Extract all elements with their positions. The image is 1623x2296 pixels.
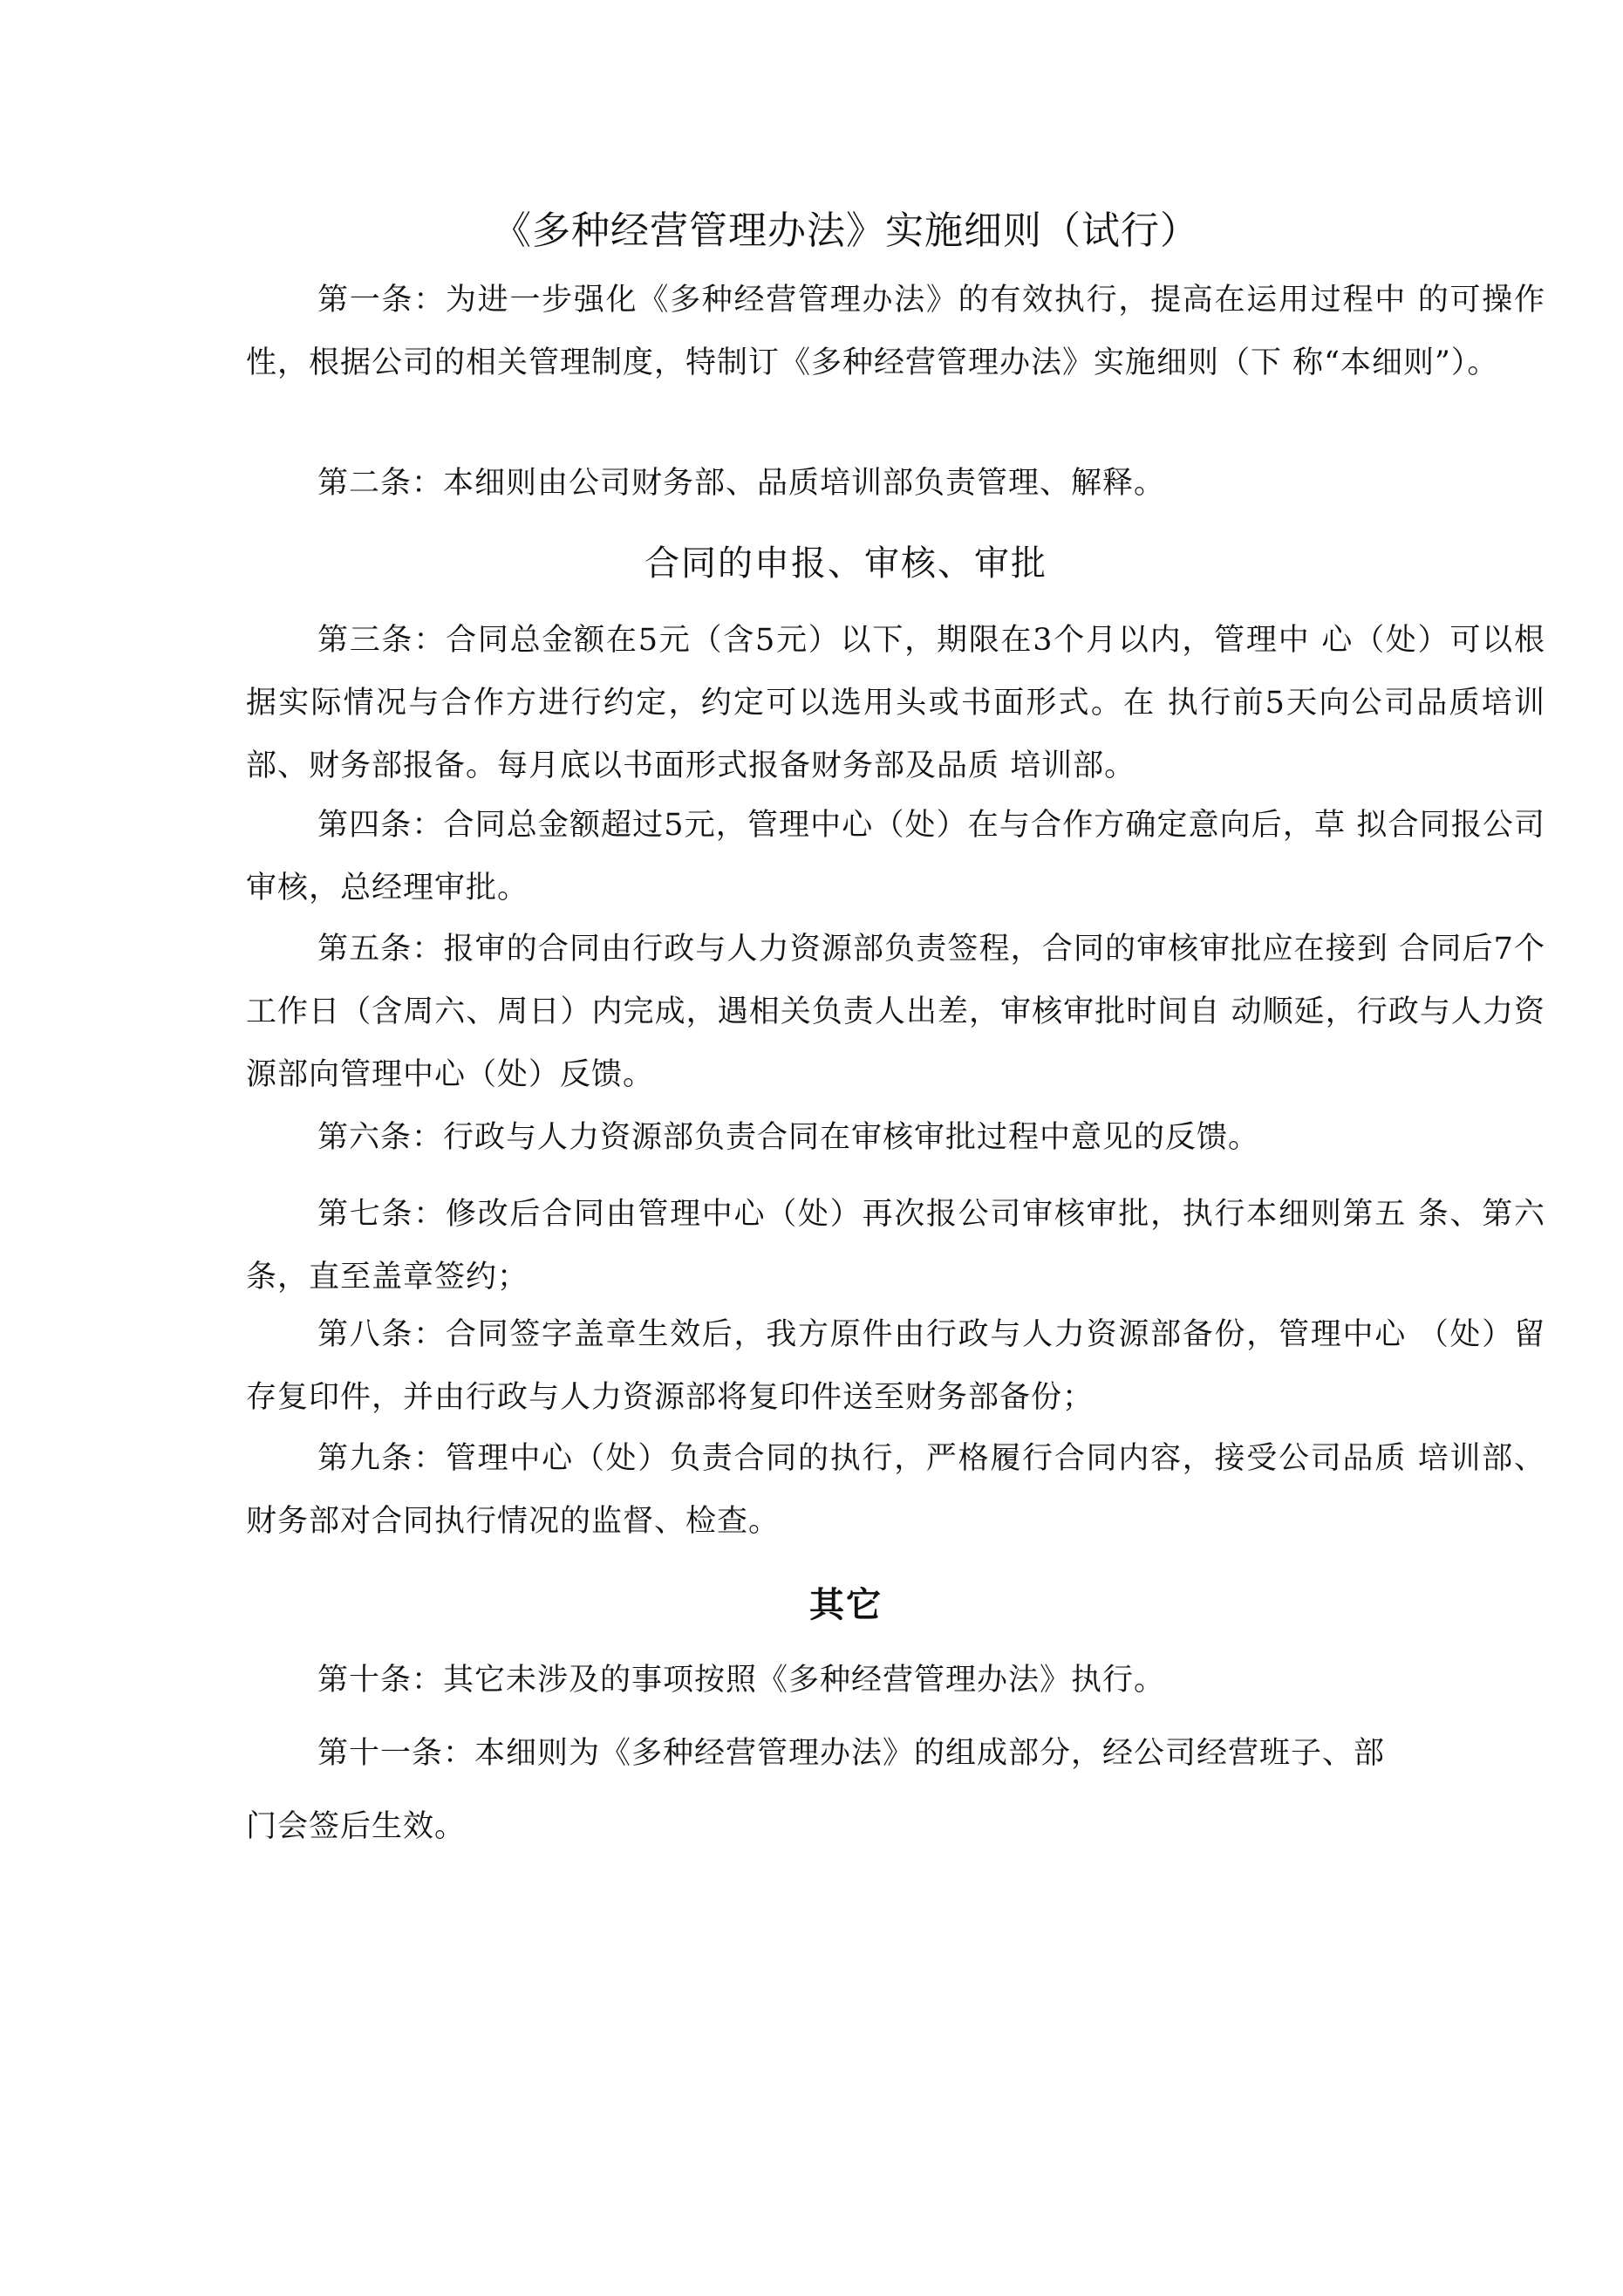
section-heading-contract: 合同的申报、审核、审批: [644, 543, 1047, 584]
article-2: 第二条：本细则由公司财务部、品质培训部负责管理、解释。: [317, 466, 1166, 501]
article-8: 第八条：合同签字盖章生效后，我方原件由行政与人力资源部备份，管理中心 （处）留存复印件，并由行政与人力资源部将复印件送至财务部备份；: [246, 1317, 1545, 1415]
article-7: 第七条：修改后合同由管理中心（处）再次报公司审核审批，执行本细则第五 条、第六条，直至盖章签约；: [246, 1197, 1545, 1295]
article-3: 第三条：合同总金额在5元（含5元）以下，期限在3个月以内，管理中 心（处）可以根据实际情况与合作方进行约定，约定可以选用头或书面形式。在 执行前5天向公司品质培训部、财务部报备。每月底以书面形式报备财务部及品质 培训部。: [246, 623, 1545, 783]
article-9: 第九条：管理中心（处）负责合同的执行，严格履行合同内容，接受公司品质 培训部、财务部对合同执行情况的监督、检查。: [246, 1441, 1545, 1539]
article-10: 第十条：其它未涉及的事项按照《多种经营管理办法》执行。: [317, 1663, 1166, 1698]
article-6: 第六条：行政与人力资源部负责合同在审核审批过程中意见的反馈。: [317, 1120, 1260, 1155]
section-heading-other: 其它: [809, 1584, 883, 1625]
article-11-line-2: 门会签后生效。: [246, 1809, 467, 1844]
article-4: 第四条：合同总金额超过5元，管理中心（处）在与合作方确定意向后，草 拟合同报公司审核，总经理审批。: [246, 808, 1545, 905]
article-1: 第一条：为进一步强化《多种经营管理办法》的有效执行，提高在运用过程中 的可操作性，根据公司的相关管理制度，特制订《多种经营管理办法》实施细则（下 称“本细则”）。: [246, 283, 1545, 380]
article-5: 第五条：报审的合同由行政与人力资源部负责签程，合同的审核审批应在接到 合同后7个工作日（含周六、周日）内完成，遇相关负责人出差，审核审批时间自 动顺延，行政与人力资源部向管理中心（处）反馈。: [246, 932, 1545, 1092]
document-title: 《多种经营管理办法》实施细则（试行）: [493, 208, 1199, 253]
article-11-line-1: 第十一条：本细则为《多种经营管理办法》的组成部分，经公司经营班子、部: [317, 1736, 1386, 1771]
